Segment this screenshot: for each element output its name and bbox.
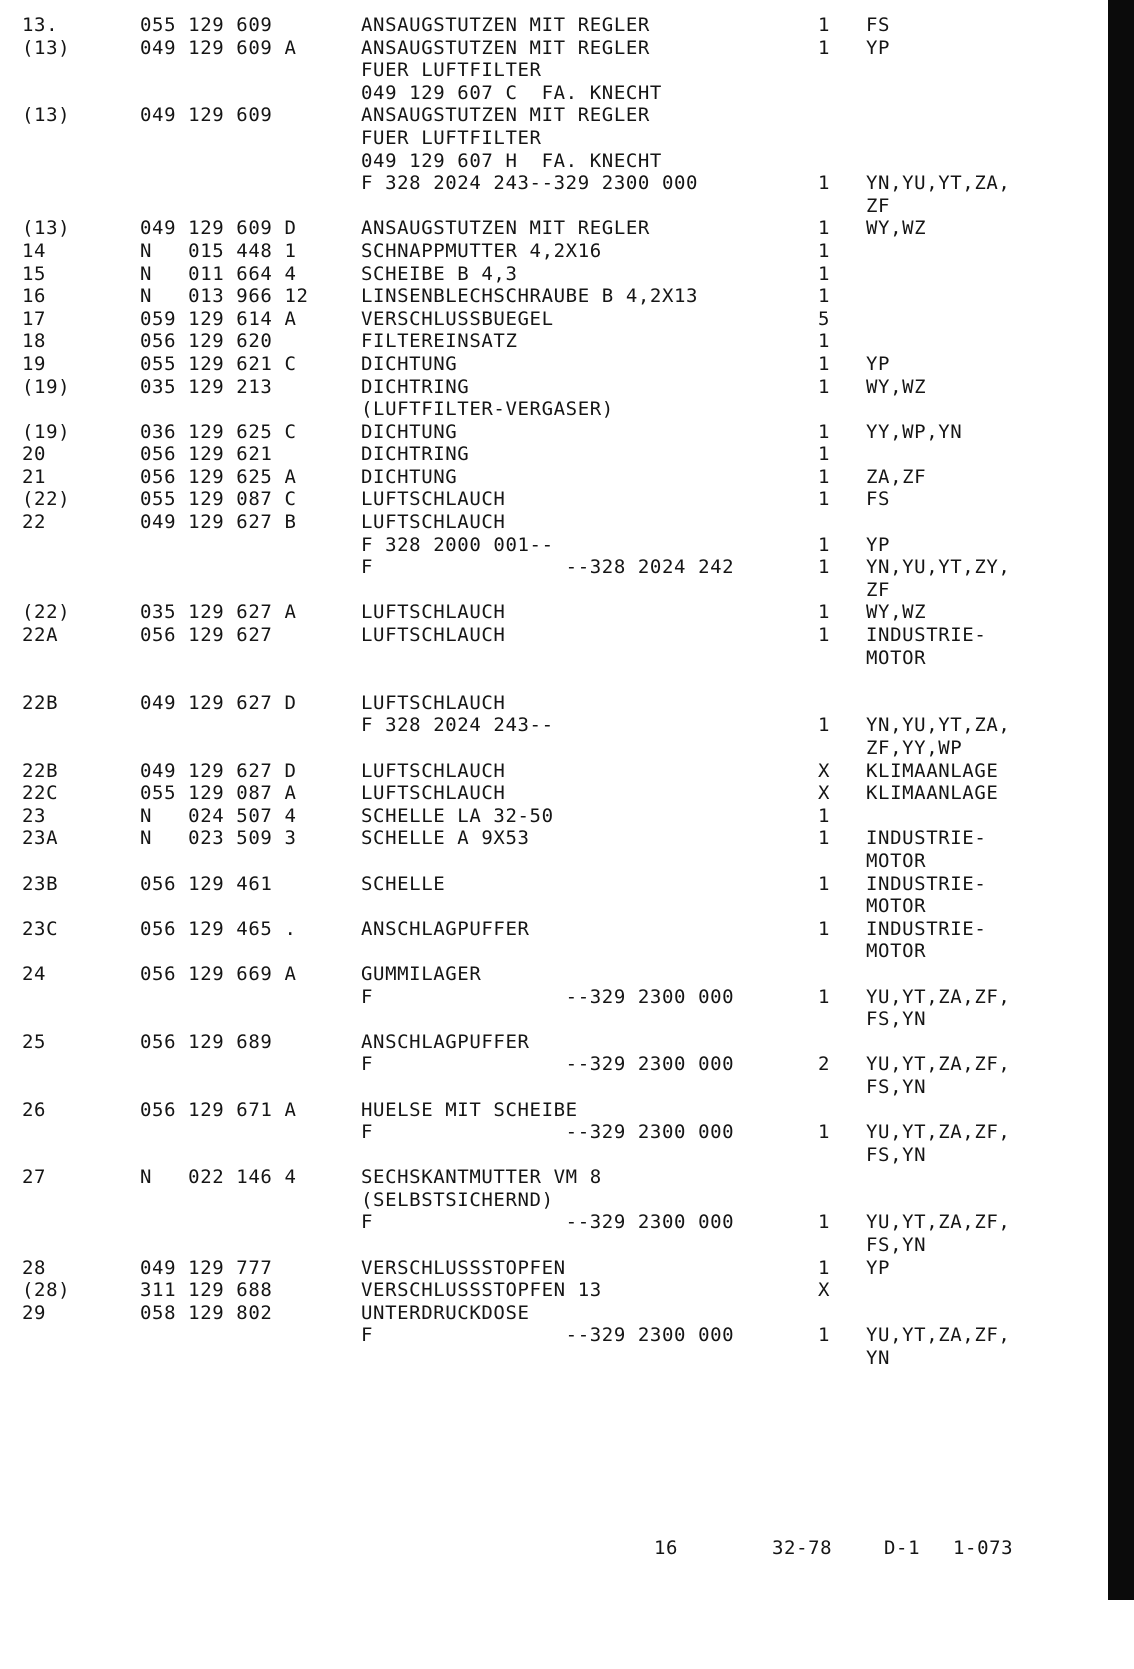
remark: YU,YT,ZA,ZF, [866, 1121, 1011, 1144]
quantity: 1 [818, 262, 831, 285]
remark: WY,WZ [866, 375, 927, 398]
quantity: 1 [818, 714, 831, 737]
quantity: 1 [818, 285, 831, 308]
part-number: 035 129 213 [140, 375, 273, 398]
remark: KLIMAANLAGE [866, 759, 999, 782]
position-number: 23A [22, 827, 59, 850]
description: DICHTUNG [361, 420, 458, 443]
quantity: 1 [818, 443, 831, 466]
remark: ZF,YY,WP [866, 737, 963, 759]
description: DICHTUNG [361, 465, 458, 488]
description: (SELBSTSICHERND) [361, 1188, 554, 1211]
part-number: 049 129 609 A [140, 36, 297, 59]
remark: YP [866, 1256, 891, 1279]
table-row [0, 963, 1108, 986]
remark: MOTOR [866, 940, 927, 963]
part-number: 049 129 609 [140, 104, 273, 127]
remark: INDUSTRIE- [866, 917, 987, 940]
description: FILTEREINSATZ [361, 330, 518, 353]
part-number: 056 129 620 [140, 330, 273, 353]
position-number: 23 [22, 804, 47, 827]
quantity: 1 [818, 14, 831, 36]
quantity: 1 [818, 1324, 831, 1347]
remark: FS,YN [866, 1234, 927, 1257]
position-number: 22 [22, 511, 47, 534]
part-number: 056 129 621 [140, 443, 273, 466]
remark: MOTOR [866, 849, 927, 872]
description: ANSAUGSTUTZEN MIT REGLER [361, 217, 650, 240]
position-number: (22) [22, 488, 71, 511]
parts-list [0, 14, 1108, 1370]
description: F 328 2000 001-- [361, 533, 554, 556]
position-number: 14 [22, 239, 47, 262]
part-number: N 024 507 4 [140, 804, 297, 827]
part-number: 056 129 627 [140, 624, 273, 647]
description: LINSENBLECHSCHRAUBE B 4,2X13 [361, 285, 699, 308]
table-row [0, 601, 1108, 624]
table-row [0, 330, 1108, 353]
part-number: N 011 664 4 [140, 262, 297, 285]
quantity: 1 [818, 1121, 831, 1144]
part-number: 049 129 627 B [140, 511, 297, 534]
position-number: 23C [22, 917, 59, 940]
part-number: 049 129 627 D [140, 691, 297, 714]
quantity: 2 [818, 1053, 831, 1076]
table-row [0, 14, 1108, 37]
description: F 328 2024 243--329 2300 000 [361, 172, 699, 195]
table-row [0, 805, 1108, 828]
description: SECHSKANTMUTTER VM 8 [361, 1166, 602, 1189]
position-number: 25 [22, 1030, 47, 1053]
part-number: 311 129 688 [140, 1279, 273, 1302]
table-row [0, 850, 1108, 873]
description: ANSCHLAGPUFFER [361, 917, 530, 940]
description: F 328 2024 243-- [361, 714, 554, 737]
table-row [0, 376, 1108, 399]
description: SCHELLE A 9X53 [361, 827, 530, 850]
table-row [0, 827, 1108, 850]
table-row [0, 873, 1108, 896]
remark: YP [866, 533, 891, 556]
position-number: (13) [22, 36, 71, 59]
remark: FS,YN [866, 1075, 927, 1098]
scan-edge-bar [1108, 0, 1134, 1600]
quantity: 1 [818, 330, 831, 353]
table-row [0, 285, 1108, 308]
description: F --329 2300 000 [361, 1324, 735, 1347]
table-row [0, 1279, 1108, 1302]
remark: MOTOR [866, 895, 927, 918]
description: F --328 2024 242 [361, 556, 735, 579]
remark: ZF [866, 578, 891, 601]
description: LUFTSCHLAUCH [361, 782, 506, 805]
remark: YN [866, 1347, 891, 1370]
part-number: 056 129 465 . [140, 917, 297, 940]
table-row [0, 1257, 1108, 1280]
remark: YY,WP,YN [866, 420, 963, 443]
remark: INDUSTRIE- [866, 624, 987, 647]
position-number: 22B [22, 759, 59, 782]
quantity: X [818, 1279, 831, 1302]
table-row [0, 1324, 1108, 1347]
table-row [0, 760, 1108, 783]
table-row [0, 82, 1108, 105]
part-number: 055 129 621 C [140, 352, 297, 375]
part-number: 058 129 802 [140, 1301, 273, 1324]
remark: YP [866, 36, 891, 59]
table-row [0, 624, 1108, 647]
part-number: 049 129 777 [140, 1256, 273, 1279]
table-row [0, 443, 1108, 466]
description: LUFTSCHLAUCH [361, 601, 506, 624]
remark: ZF [866, 194, 891, 217]
description: VERSCHLUSSSTOPFEN [361, 1256, 566, 1279]
description: GUMMILAGER [361, 962, 482, 985]
table-row [0, 488, 1108, 511]
table-row [0, 647, 1108, 670]
position-number: 29 [22, 1301, 47, 1324]
remark: FS,YN [866, 1143, 927, 1166]
quantity: 1 [818, 556, 831, 579]
remark: YU,YT,ZA,ZF, [866, 1211, 1011, 1234]
part-number: 049 129 627 D [140, 759, 297, 782]
position-number: (22) [22, 601, 71, 624]
description: DICHTUNG [361, 352, 458, 375]
page-footer [0, 1537, 1108, 1563]
remark: YN,YU,YT,ZA, [866, 714, 1011, 737]
remark: WY,WZ [866, 217, 927, 240]
table-row [0, 59, 1108, 82]
quantity: 1 [818, 872, 831, 895]
table-row [0, 37, 1108, 60]
description: F --329 2300 000 [361, 1211, 735, 1234]
quantity: 1 [818, 917, 831, 940]
description: FUER LUFTFILTER [361, 126, 542, 149]
quantity: 1 [818, 827, 831, 850]
description: ANSCHLAGPUFFER [361, 1030, 530, 1053]
table-row [0, 1234, 1108, 1257]
table-row [0, 986, 1108, 1009]
part-number: 049 129 609 D [140, 217, 297, 240]
description: FUER LUFTFILTER [361, 59, 542, 82]
table-row [0, 782, 1108, 805]
position-number: 28 [22, 1256, 47, 1279]
table-row [0, 737, 1108, 760]
table-row [0, 714, 1108, 737]
position-number: 24 [22, 962, 47, 985]
quantity: 1 [818, 172, 831, 195]
part-number: N 013 966 12 [140, 285, 309, 308]
part-number: 056 129 669 A [140, 962, 297, 985]
quantity: 1 [818, 375, 831, 398]
table-row [0, 1144, 1108, 1167]
position-number: 15 [22, 262, 47, 285]
quantity: 1 [818, 1256, 831, 1279]
quantity: 1 [818, 217, 831, 240]
remark: YN,YU,YT,ZA, [866, 172, 1011, 195]
description: SCHELLE LA 32-50 [361, 804, 554, 827]
position-number: 21 [22, 465, 47, 488]
description: LUFTSCHLAUCH [361, 691, 506, 714]
description: 049 129 607 H FA. KNECHT [361, 149, 662, 172]
description: 049 129 607 C FA. KNECHT [361, 81, 662, 104]
quantity: 1 [818, 804, 831, 827]
position-number: 16 [22, 285, 47, 308]
description: LUFTSCHLAUCH [361, 759, 506, 782]
description: DICHTRING [361, 375, 470, 398]
quantity: 1 [818, 533, 831, 556]
position-number: 13. [22, 14, 59, 36]
table-row [0, 692, 1108, 715]
remark: WY,WZ [866, 601, 927, 624]
remark: KLIMAANLAGE [866, 782, 999, 805]
description: F --329 2300 000 [361, 1053, 735, 1076]
remark: YU,YT,ZA,ZF, [866, 1053, 1011, 1076]
table-row [0, 263, 1108, 286]
table-row [0, 1189, 1108, 1212]
position-number: (19) [22, 375, 71, 398]
quantity: 1 [818, 624, 831, 647]
table-row [0, 918, 1108, 941]
table-row [0, 1031, 1108, 1054]
description: HUELSE MIT SCHEIBE [361, 1098, 578, 1121]
part-number: N 015 448 1 [140, 239, 297, 262]
part-number: 056 129 461 [140, 872, 273, 895]
description: LUFTSCHLAUCH [361, 488, 506, 511]
remark: MOTOR [866, 646, 927, 669]
quantity: 1 [818, 488, 831, 511]
description: DICHTRING [361, 443, 470, 466]
position-number: 23B [22, 872, 59, 895]
description: ANSAUGSTUTZEN MIT REGLER [361, 36, 650, 59]
description: SCHELLE [361, 872, 446, 895]
position-number: 22B [22, 691, 59, 714]
table-row [0, 353, 1108, 376]
quantity: 1 [818, 601, 831, 624]
position-number: 22A [22, 624, 59, 647]
part-number: 036 129 625 C [140, 420, 297, 443]
table-row [0, 217, 1108, 240]
quantity: 1 [818, 1211, 831, 1234]
part-number: 056 129 671 A [140, 1098, 297, 1121]
position-number: (19) [22, 420, 71, 443]
description: VERSCHLUSSSTOPFEN 13 [361, 1279, 602, 1302]
table-row [0, 1166, 1108, 1189]
table-row [0, 1347, 1108, 1370]
table-row [0, 308, 1108, 331]
table-row [0, 1121, 1108, 1144]
table-row [0, 511, 1108, 534]
part-number: 056 129 689 [140, 1030, 273, 1053]
table-row [0, 172, 1108, 195]
table-row [0, 895, 1108, 918]
table-row [0, 398, 1108, 421]
table-row [0, 940, 1108, 963]
quantity: 1 [818, 239, 831, 262]
remark: YU,YT,ZA,ZF, [866, 985, 1011, 1008]
quantity: 1 [818, 985, 831, 1008]
table-row [0, 534, 1108, 557]
part-number: 059 129 614 A [140, 307, 297, 330]
remark: ZA,ZF [866, 465, 927, 488]
position-number: (28) [22, 1279, 71, 1302]
position-number: 17 [22, 307, 47, 330]
table-row [0, 579, 1108, 602]
table-row [0, 466, 1108, 489]
description: ANSAUGSTUTZEN MIT REGLER [361, 104, 650, 127]
description: SCHEIBE B 4,3 [361, 262, 518, 285]
part-number: 035 129 627 A [140, 601, 297, 624]
position-number: 27 [22, 1166, 47, 1189]
description: SCHNAPPMUTTER 4,2X16 [361, 239, 602, 262]
table-row [0, 1053, 1108, 1076]
position-number: 19 [22, 352, 47, 375]
part-number: 055 129 609 [140, 14, 273, 36]
part-number: N 023 509 3 [140, 827, 297, 850]
quantity: X [818, 782, 831, 805]
table-row [0, 556, 1108, 579]
description: (LUFTFILTER-VERGASER) [361, 398, 614, 421]
footer-code: 32-78 [772, 1537, 833, 1559]
table-row [0, 1099, 1108, 1122]
footer-code: 1-073 [953, 1537, 1014, 1559]
quantity: 1 [818, 465, 831, 488]
table-row [0, 127, 1108, 150]
remark: FS,YN [866, 1008, 927, 1031]
table-row [0, 669, 1108, 692]
remark: FS [866, 14, 891, 36]
position-number: 18 [22, 330, 47, 353]
position-number: 26 [22, 1098, 47, 1121]
description: UNTERDRUCKDOSE [361, 1301, 530, 1324]
remark: INDUSTRIE- [866, 827, 987, 850]
remark: YU,YT,ZA,ZF, [866, 1324, 1011, 1347]
remark: FS [866, 488, 891, 511]
position-number: (13) [22, 104, 71, 127]
description: ANSAUGSTUTZEN MIT REGLER [361, 14, 650, 36]
part-number: 055 129 087 A [140, 782, 297, 805]
quantity: 1 [818, 36, 831, 59]
description: LUFTSCHLAUCH [361, 624, 506, 647]
table-row [0, 104, 1108, 127]
table-row [0, 1302, 1108, 1325]
part-number: 056 129 625 A [140, 465, 297, 488]
position-number: 20 [22, 443, 47, 466]
position-number: 22C [22, 782, 59, 805]
remark: YP [866, 352, 891, 375]
table-row [0, 421, 1108, 444]
table-row [0, 150, 1108, 173]
table-row [0, 240, 1108, 263]
part-number: 055 129 087 C [140, 488, 297, 511]
remark: YN,YU,YT,ZY, [866, 556, 1011, 579]
page-number: 16 [654, 1537, 679, 1559]
description: F --329 2300 000 [361, 985, 735, 1008]
table-row [0, 1076, 1108, 1099]
quantity: 1 [818, 420, 831, 443]
quantity: X [818, 759, 831, 782]
table-row [0, 195, 1108, 218]
footer-code: D-1 [884, 1537, 921, 1559]
remark: INDUSTRIE- [866, 872, 987, 895]
part-number: N 022 146 4 [140, 1166, 297, 1189]
description: VERSCHLUSSBUEGEL [361, 307, 554, 330]
position-number: (13) [22, 217, 71, 240]
quantity: 5 [818, 307, 831, 330]
description: F --329 2300 000 [361, 1121, 735, 1144]
description: LUFTSCHLAUCH [361, 511, 506, 534]
table-row [0, 1008, 1108, 1031]
quantity: 1 [818, 352, 831, 375]
table-row [0, 1211, 1108, 1234]
